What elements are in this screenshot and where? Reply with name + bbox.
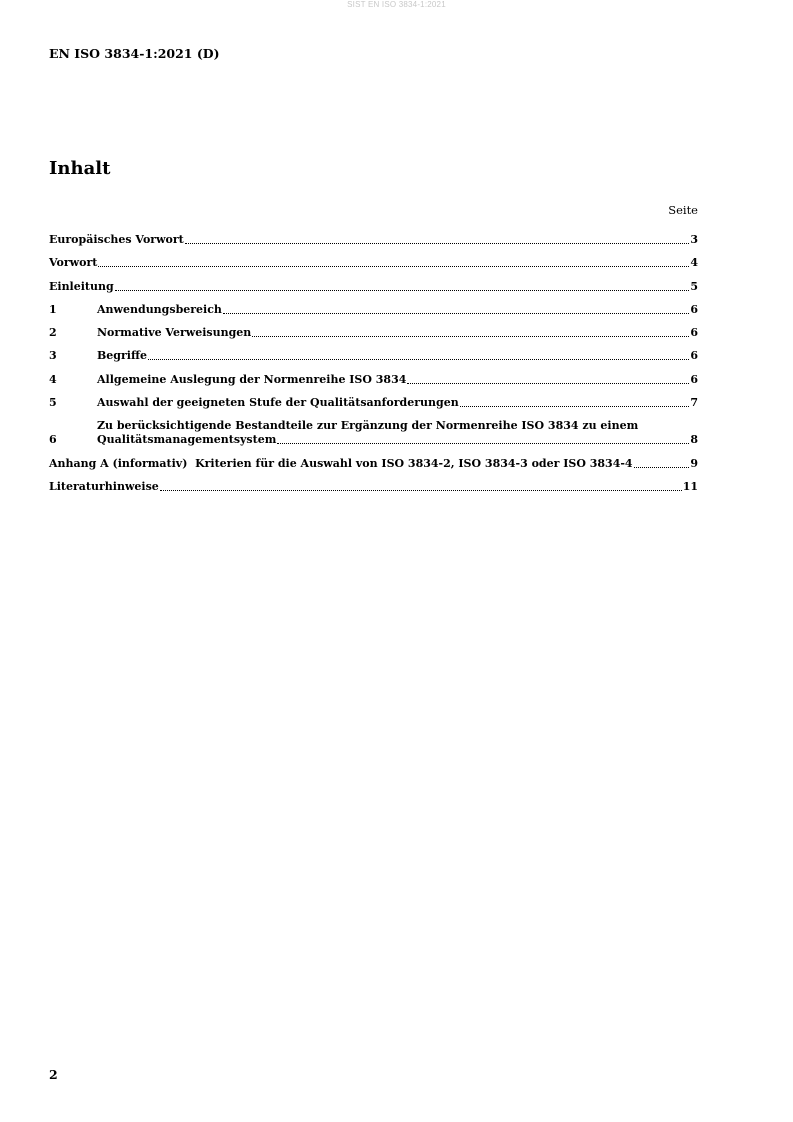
toc-entry-number: 4 xyxy=(49,372,57,386)
toc-entry-page: 6 xyxy=(690,372,698,386)
toc-entry-line2 xyxy=(97,433,698,447)
toc-entry-anhang-a[interactable] xyxy=(49,457,698,471)
toc-entry-label: Normative Verweisungen xyxy=(97,326,252,340)
toc-entry-label: Europäisches Vorwort xyxy=(49,233,184,246)
toc-entry-label: Allgemeine Auslegung der Normenreihe ISO 3834 xyxy=(97,372,407,386)
toc-entry-label: Vorwort xyxy=(49,256,98,270)
toc-entry-page: 5 xyxy=(690,279,698,293)
toc-leader-dots xyxy=(115,290,690,291)
toc-entry-einleitung[interactable] xyxy=(49,280,698,294)
toc-entry-3[interactable] xyxy=(49,349,698,363)
toc-entry-label: Literaturhinweise xyxy=(49,479,159,493)
toc-entry-5[interactable] xyxy=(49,396,698,410)
toc-leader-dots xyxy=(185,243,690,244)
toc-entry-number: 6 xyxy=(49,433,57,447)
toc-entry-europaeisches-vorwort[interactable] xyxy=(49,233,698,247)
toc-title: Inhalt xyxy=(49,158,111,179)
toc-entry-body xyxy=(97,419,698,447)
toc-entry-label-line1: Zu berücksichtigende Bestandteile zur Ergänzung der Normenreihe ISO 3834 zu einem xyxy=(97,419,639,433)
toc-entry-page: 8 xyxy=(690,433,698,447)
toc-leader-dots xyxy=(98,266,689,267)
toc-leader-dots xyxy=(407,383,689,384)
toc-entry-page: 6 xyxy=(690,326,698,340)
toc-leader-dots xyxy=(634,467,690,468)
toc-entry-label: Begriffe xyxy=(97,349,147,363)
document-id: EN ISO 3834-1:2021 (D) xyxy=(49,46,220,61)
toc-entry-number: 1 xyxy=(49,302,57,316)
toc-entry-vorwort[interactable] xyxy=(49,256,698,270)
table-of-contents xyxy=(49,233,698,503)
toc-entry-label: Anhang A (informativ) Kriterien für die Auswahl von ISO 3834-2, ISO 3834-3 oder ISO 3834-4 xyxy=(49,456,633,470)
toc-entry-page: 7 xyxy=(690,396,698,410)
page-column-label: Seite xyxy=(668,203,698,217)
toc-entry-1[interactable] xyxy=(49,303,698,317)
toc-entry-literaturhinweise[interactable] xyxy=(49,480,698,494)
toc-entry-page: 4 xyxy=(690,256,698,270)
toc-entry-label-line2: Qualitätsmanagementsystem xyxy=(97,433,277,447)
toc-entry-number: 5 xyxy=(49,396,57,410)
toc-entry-page: 6 xyxy=(690,302,698,316)
toc-entry-label: Einleitung xyxy=(49,279,114,293)
toc-leader-dots xyxy=(252,336,689,337)
page-number: 2 xyxy=(49,1067,58,1082)
toc-entry-page: 3 xyxy=(690,233,698,246)
toc-entry-page: 11 xyxy=(682,479,698,493)
toc-leader-dots xyxy=(148,359,689,360)
toc-entry-6[interactable] xyxy=(49,419,698,447)
toc-entry-4[interactable] xyxy=(49,373,698,387)
toc-entry-page: 6 xyxy=(690,349,698,363)
toc-entry-number: 3 xyxy=(49,349,57,363)
toc-entry-number: 2 xyxy=(49,326,57,340)
toc-entry-page: 9 xyxy=(690,456,698,470)
toc-leader-dots xyxy=(277,443,689,444)
toc-entry-label: Anwendungsbereich xyxy=(97,302,222,316)
toc-entry-2[interactable] xyxy=(49,326,698,340)
toc-entry-label: Auswahl der geeigneten Stufe der Qualitätsanforderungen xyxy=(97,396,459,410)
toc-leader-dots xyxy=(160,490,682,491)
watermark: SIST EN ISO 3834-1:2021 xyxy=(347,0,446,9)
toc-leader-dots xyxy=(223,313,689,314)
toc-leader-dots xyxy=(460,406,690,407)
